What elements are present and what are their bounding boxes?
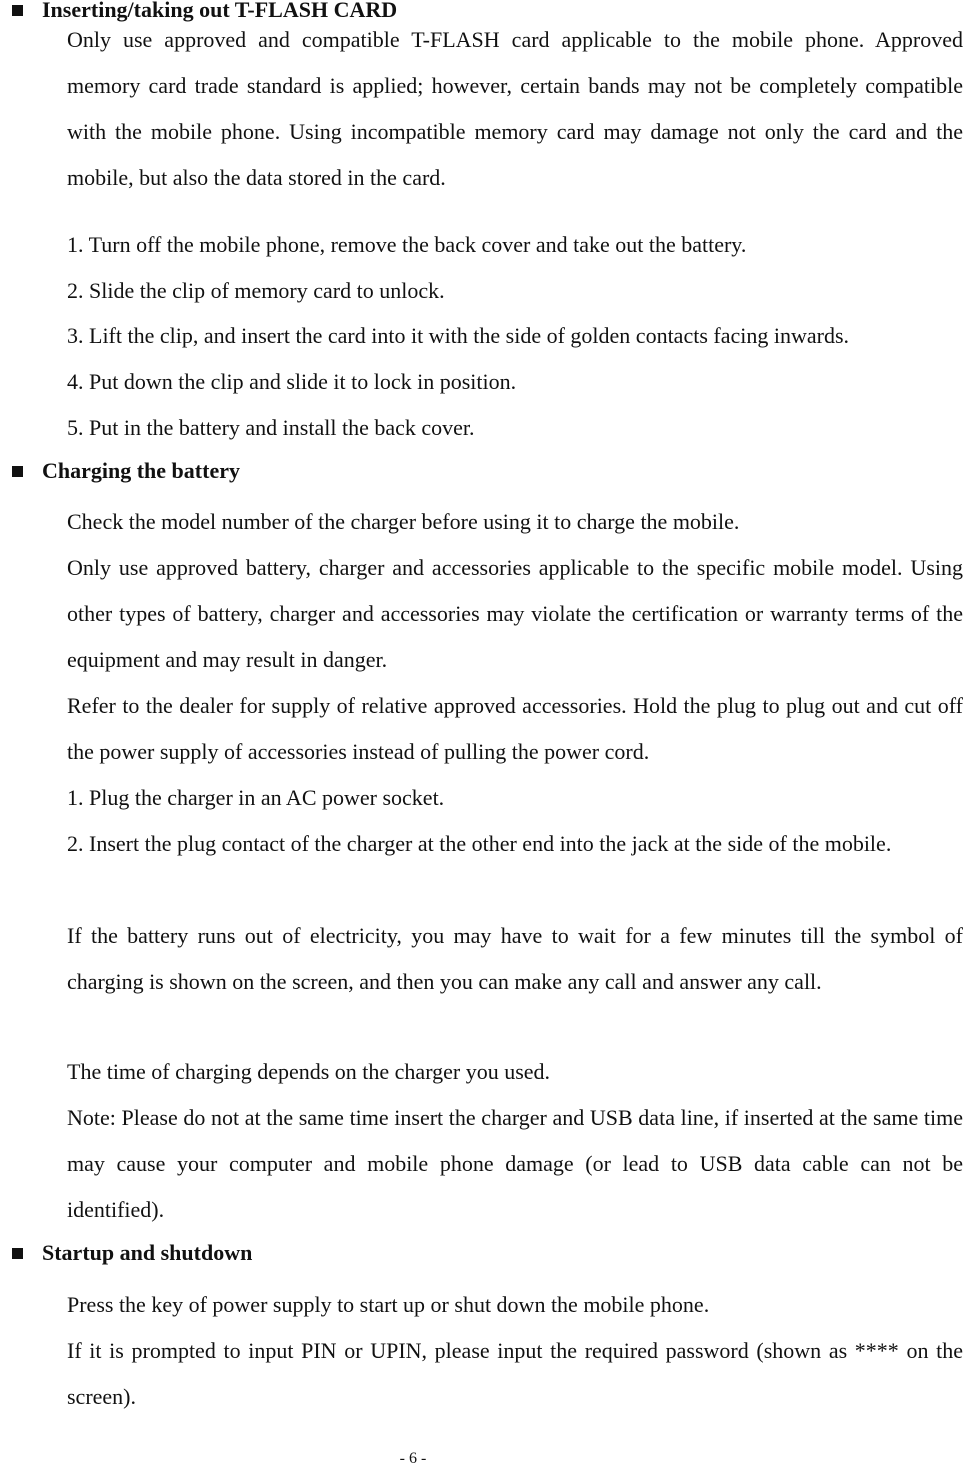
- section-title: Startup and shutdown: [42, 1240, 253, 1265]
- page-number: - 6 -: [399, 1450, 427, 1467]
- list-item: 2. Slide the clip of memory card to unlock.: [67, 278, 445, 303]
- list-item: 2. Insert the plug contact of the charger at the other end into the jack at the side of the mobile.: [67, 831, 892, 856]
- paragraph: Only use approved battery, charger and accessories applicable to the specific mobile model. Using other types of battery, charger and accessories may violate the certification or warranty terms of the equipment and may result in danger.: [67, 555, 963, 672]
- paragraph: Check the model number of the charger before using it to charge the mobile.: [67, 509, 740, 534]
- paragraph: Only use approved and compatible T-FLASH card applicable to the mobile phone. Approved memory card trade standard is applied; however, certain bands may not be completely compatible with the mobile phone. Using incompatible memory card may damage not only the card and the mobile, but also the data stored in the card.: [67, 27, 963, 190]
- paragraph: If it is prompted to input PIN or UPIN, please input the required password (shown as **** on the screen).: [67, 1338, 963, 1409]
- note-paragraph: Note: Please do not at the same time insert the charger and USB data line, if inserted at the same time may cause your computer and mobile phone damage (or lead to USB data cable can not be identified).: [67, 1105, 963, 1222]
- square-bullet-icon: [12, 5, 23, 16]
- list-item: 1. Plug the charger in an AC power socket.: [67, 785, 445, 810]
- list-item: 5. Put in the battery and install the back cover.: [67, 415, 475, 440]
- square-bullet-icon: [12, 1248, 23, 1259]
- square-bullet-icon: [12, 466, 23, 477]
- list-item: 1. Turn off the mobile phone, remove the back cover and take out the battery.: [67, 232, 747, 257]
- section-heading-charging: [12, 457, 240, 485]
- list-item: 3. Lift the clip, and insert the card into it with the side of golden contacts facing inwards.: [67, 323, 850, 348]
- section-title: Inserting/taking out T-FLASH CARD: [42, 0, 398, 22]
- section-heading-startup: [12, 1239, 252, 1267]
- paragraph: The time of charging depends on the charger you used.: [67, 1059, 551, 1084]
- paragraph: Press the key of power supply to start up or shut down the mobile phone.: [67, 1292, 710, 1317]
- paragraph: Refer to the dealer for supply of relative approved accessories. Hold the plug to plug out and cut off the power supply of accessories instead of pulling the power cord.: [67, 693, 963, 764]
- section-title: Charging the battery: [42, 458, 240, 483]
- paragraph: If the battery runs out of electricity, you may have to wait for a few minutes till the symbol of charging is shown on the screen, and then you can make any call and answer any call.: [67, 923, 963, 994]
- list-item: 4. Put down the clip and slide it to lock in position.: [67, 369, 517, 394]
